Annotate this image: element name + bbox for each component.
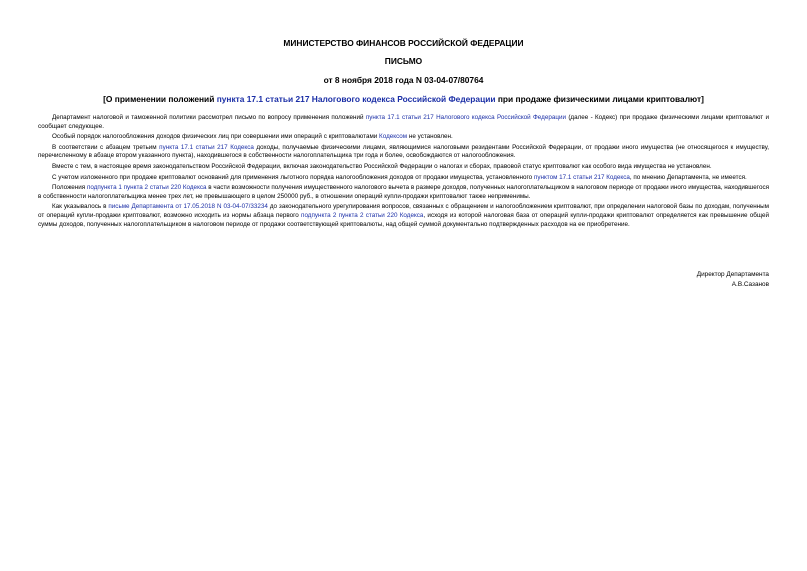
paragraph-text: Положения	[52, 184, 87, 192]
link-article-220-sub2[interactable]: подпункта 2 пункта 2 статьи 220 Кодекса	[301, 211, 424, 219]
letter-body	[38, 114, 769, 231]
link-article-217-code-2[interactable]: пунктом 17.1 статьи 217 Кодекса	[533, 173, 630, 181]
document-subject	[38, 94, 769, 104]
paragraph-text: Департамент налоговой и таможенной политики рассмотрел письмо по вопросу применения положений	[52, 114, 366, 121]
link-department-letter[interactable]: письме Департамента от 17.05.2018 N 03-04-07/33234	[108, 203, 268, 211]
paragraph-text: Вместе с тем, в настоящее время законодательством Российской Федерации, включая законодательство Российской Федерации о налогах и сборах, правовой статус криптовалют как особого вида имущества не установлен.	[52, 162, 712, 170]
link-article-217[interactable]: пункта 17.1 статьи 217 Налогового кодекса Российской Федерации	[365, 114, 566, 121]
signature-name: А.В.Сазанов	[731, 281, 769, 288]
subject-suffix: при продаже физическими лицами криптовалют]	[495, 94, 704, 104]
link-article-217-code[interactable]: пункта 17.1 статьи 217 Кодекса	[159, 143, 254, 151]
paragraph-text: (далее - Кодекс) при продаже физическими лицами криптовалют и сообщает следующее.	[38, 114, 769, 130]
paragraph-6	[38, 184, 769, 201]
paragraph-2	[38, 133, 769, 142]
subject-link[interactable]: пункта 17.1 статьи 217 Налогового кодекса Российской Федерации	[216, 94, 496, 104]
paragraph-text: С учетом изложенного при продаже криптовалют оснований для применения льготного порядка налогообложения доходов от продажи имущества, установленного	[52, 173, 534, 181]
paragraph-7	[38, 203, 769, 229]
ministry-title: МИНИСТЕРСТВО ФИНАНСОВ РОССИЙСКОЙ ФЕДЕРАЦИИ	[283, 38, 524, 48]
paragraph-text: Особый порядок налогообложения доходов физических лиц при совершении ими операций с криптовалютами	[52, 133, 380, 141]
document-type: ПИСЬМО	[384, 56, 423, 66]
paragraph-text: не установлен.	[407, 133, 453, 141]
paragraph-text: , исходя из которой налоговая база от операций купли-продажи криптовалют определяется как превышение общей суммы доходов, полученных налогоплательщиком в налоговом периоде от продажи соответствующей криптовалюты, над общей суммой документально подтвержденных расходов на ее приобретение.	[38, 211, 769, 228]
paragraph-text: Как указывалось в	[52, 203, 109, 211]
paragraph-text: доходы, получаемые физическими лицами, являющимися налоговыми резидентами Российской Федерации, от продажи иного имущества (не относящегося к имуществу, перечисленному в абзаце втором указанного пункта), находившегося в собственности налогоплательщика три года и более, освобождаются от налогообложения.	[38, 143, 769, 160]
signature-position: Директор Департамента	[696, 271, 769, 278]
paragraph-text: до законодательного урегулирования вопросов, связанных с обращением и налогообложением криптовалют, при определении налоговой базы по доходам, полученным от операций купли-продажи криптовалют, возможно исходить из нормы абзаца первого	[38, 203, 770, 219]
paragraph-3	[38, 144, 769, 161]
paragraph-5	[38, 174, 769, 183]
paragraph-text: В соответствии с абзацем третьим	[52, 143, 160, 151]
paragraph-4	[38, 163, 769, 172]
link-article-220-sub1[interactable]: подпункта 1 пункта 2 статьи 220 Кодекса	[86, 184, 207, 192]
document-date-number: от 8 ноября 2018 года N 03-04-07/80764	[323, 75, 484, 85]
link-code[interactable]: Кодексом	[379, 133, 408, 141]
paragraph-text: в части возможности получения имущественного налогового вычета в размере доходов, полученных налогоплательщиком в налоговом периоде от продажи иного имущества, находившегося в собственности налогоплательщика менее трех лет, не превышающего в целом 250000 руб., в отношении операций купли-продажи криптовалют также неприменимы.	[38, 184, 770, 200]
signature-block	[697, 270, 769, 290]
paragraph-1	[38, 114, 769, 131]
paragraph-text: , по мнению Департамента, не имеется.	[629, 173, 747, 181]
subject-prefix: [О применении положений	[103, 94, 217, 104]
